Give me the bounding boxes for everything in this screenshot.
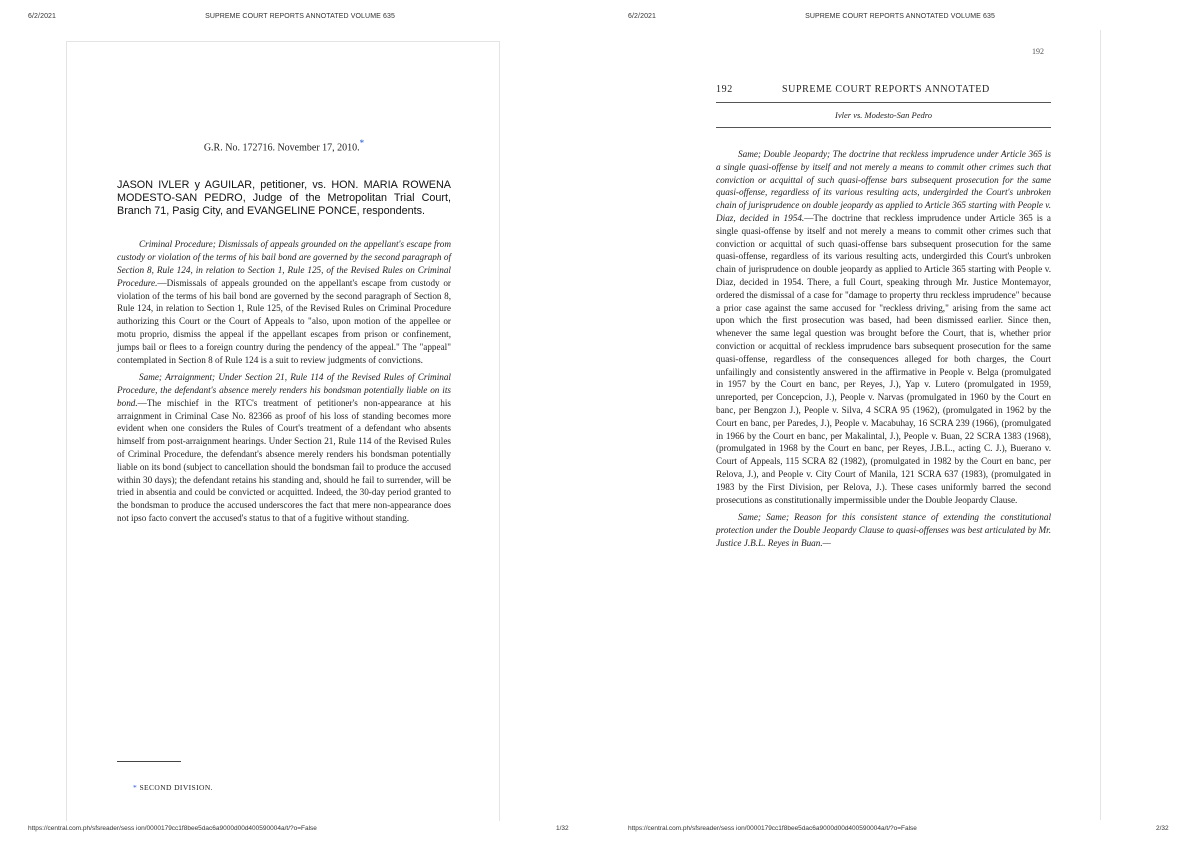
print-date: 6/2/2021 <box>28 13 57 20</box>
footnote-divider <box>117 761 181 762</box>
print-date: 6/2/2021 <box>628 13 657 20</box>
syllabus-paragraph <box>716 148 1051 506</box>
header-rule <box>716 127 1051 128</box>
footnote-marker: * <box>133 783 138 792</box>
left-page-content <box>117 138 451 530</box>
running-title: SUPREME COURT REPORTS ANNOTATED <box>782 84 990 95</box>
syllabus-body: —The mischief in the RTC's treatment of petitioner's non-appearance at his arraignment in Criminal Case No. 82366 as proof of his loss of standing becomes more evident when one considers the Rules of Court's treatment of a defendant who absents himself from post-arraignment hearings. Under Section 21, Rule 114 of the Revised Rules of Criminal Procedure, the defendant's absence merely renders his bondsman potentially liable on its bond (subject to cancellation should the bondsman fail to produce the accused within 30 days); the defendant retains his standing and, should he fail to surrender, will be tried in absentia and could be convicted or acquitted. Indeed, the 30-day period granted to the bondsman to produce the accused underscores the fact that mere non-appearance does not ipso facto convert the accused's status to that of a fugitive without standing. <box>117 397 451 524</box>
syllabus-paragraph <box>117 371 451 525</box>
syllabus-heading: Criminal Procedure; Dismissals of appeals grounded on the appellant's escape from custody or violation of the terms of his bail bond are governed by the second paragraph of Section 8, Rule 124, in relation to Section 1, Rule 125, of the Revised Rules on Criminal Procedure. <box>117 239 451 288</box>
syllabus-body: —The doctrine that reckless imprudence under Article 365 is a single quasi-offense by itself and not merely a means to commit other crimes such that conviction or acquittal of such quasi-offense bars subsequent prosecution for the same quasi-offense, regardless of its various resulting acts, undergirded this Court's unbroken chain of jurisprudence on double jeopardy as applied to Article 365 starting with People v. Diaz, decided in 1954. There, a full Court, speaking through Mr. Justice Montemayor, ordered the dismissal of a case for "damage to property thru reckless imprudence" because a prior case against the same accused for "reckless driving," arising from the same act upon which the first prosecution was based, had been dismissed earlier. Since then, whenever the same legal question was brought before the Court, that is, whether prior conviction or acquittal of reckless imprudence bars subsequent prosecution for the same quasi-offense, regardless of the consequences alleged for both charges, the Court unfailingly and consistently answered in the affirmative in People v. Belga (promulgated in 1957 by the Court en banc, per Reyes, J.), Yap v. Lutero (promulgated in 1959, unreported, per Concepcion, J.), People v. Narvas (promulgated in 1960 by the Court en banc, per Bengzon J.), People v. Silva, 4 SCRA 95 (1962), (promulgated in 1962 by the Court en banc, per Paredes, J.), People v. Macabuhay, 16 SCRA 239 (1966), (promulgated in 1966 by the Court en banc, per Makalintal, J.), People v. Buan, 22 SCRA 1383 (1968), (promulgated in 1968 by the Court en banc, per Reyes, J.B.L., acting C. J.), Buerano v. Court of Appeals, 115 SCRA 82 (1982), (promulgated in 1982 by the Court en banc, per Relova, J.), and People v. City Court of Manila, 121 SCRA 637 (1983), (promulgated in 1983 by the First Division, per Relova, J.). These cases uniformly barred the second prosecutions as constitutionally impermissible under the Double Jeopardy Clause. <box>716 212 1051 505</box>
running-case-name: Ivler vs. Modesto-San Pedro <box>835 110 932 120</box>
print-footer-url: https://central.com.ph/sfsreader/sess ion/0000179cc1f8bee5dac6a9000d00d400590004a/t/?o=False <box>628 825 917 832</box>
print-header-title: SUPREME COURT REPORTS ANNOTATED VOLUME 635 <box>805 13 995 20</box>
footnote-link[interactable]: * <box>359 138 365 148</box>
syllabus-paragraph <box>716 511 1051 549</box>
running-page-number: 192 <box>716 84 733 95</box>
right-page-content <box>716 148 1051 555</box>
footnote <box>133 783 213 792</box>
syllabus-heading: Same; Double Jeopardy; The doctrine that reckless imprudence under Article 365 is a single quasi-offense by itself and not merely a means to commit other crimes such that conviction or acquittal of such quasi-offense bars subsequent prosecution for the same quasi-offense, regardless of its various resulting acts, undergirded the Court's unbroken chain of jurisprudence on double jeopardy as applied to Article 365 starting with People v. Diaz, decided in 1954. <box>716 149 1051 223</box>
footnote-text: SECOND DIVISION. <box>139 783 213 792</box>
syllabus-heading: Same; Arraignment; Under Section 21, Rule 114 of the Revised Rules of Criminal Procedure, the defendant's absence merely renders his bondsman potentially liable on its bond. <box>117 372 451 408</box>
syllabus-heading: Same; Same; Reason for this consistent stance of extending the constitutional protection under the Double Jeopardy Clause to quasi-offenses was best articulated by Mr. Justice J.B.L. Reyes in Buan.— <box>716 512 1051 548</box>
gr-number-text: G.R. No. 172716. November 17, 2010. <box>203 142 360 154</box>
page-number: 192 <box>1032 47 1044 56</box>
print-footer-url: https://central.com.ph/sfsreader/sess ion/0000179cc1f8bee5dac6a9000d00d400590004a/t/?o=False <box>28 825 317 832</box>
case-parties: JASON IVLER y AGUILAR, petitioner, vs. HON. MARIA ROWENA MODESTO-SAN PEDRO, Judge of the Metropolitan Trial Court, Branch 71, Pasig City, and EVANGELINE PONCE, respondents. <box>117 179 451 218</box>
header-rule <box>716 102 1051 103</box>
print-page-count: 2/32 <box>1156 825 1169 832</box>
gr-number-line <box>117 138 451 153</box>
syllabus-paragraph <box>117 238 451 366</box>
print-header-title: SUPREME COURT REPORTS ANNOTATED VOLUME 635 <box>205 13 395 20</box>
print-page-count: 1/32 <box>556 825 569 832</box>
syllabus-body: —Dismissals of appeals grounded on the appellant's escape from custody or violation of the terms of his bail bond are governed by the second paragraph of Section 8, Rule 124, in relation to Section 1, Rule 125, of the Revised Rules on Criminal Procedure authorizing this Court or the Court of Appeals to "also, upon motion of the appellee or motu proprio, dismiss the appeal if the appellant escapes from prison or confinement, jumps bail or flees to a foreign country during the pendency of the appeal." The "appeal" contemplated in Section 8 of Rule 124 is a suit to review judgments of convictions. <box>117 277 451 365</box>
